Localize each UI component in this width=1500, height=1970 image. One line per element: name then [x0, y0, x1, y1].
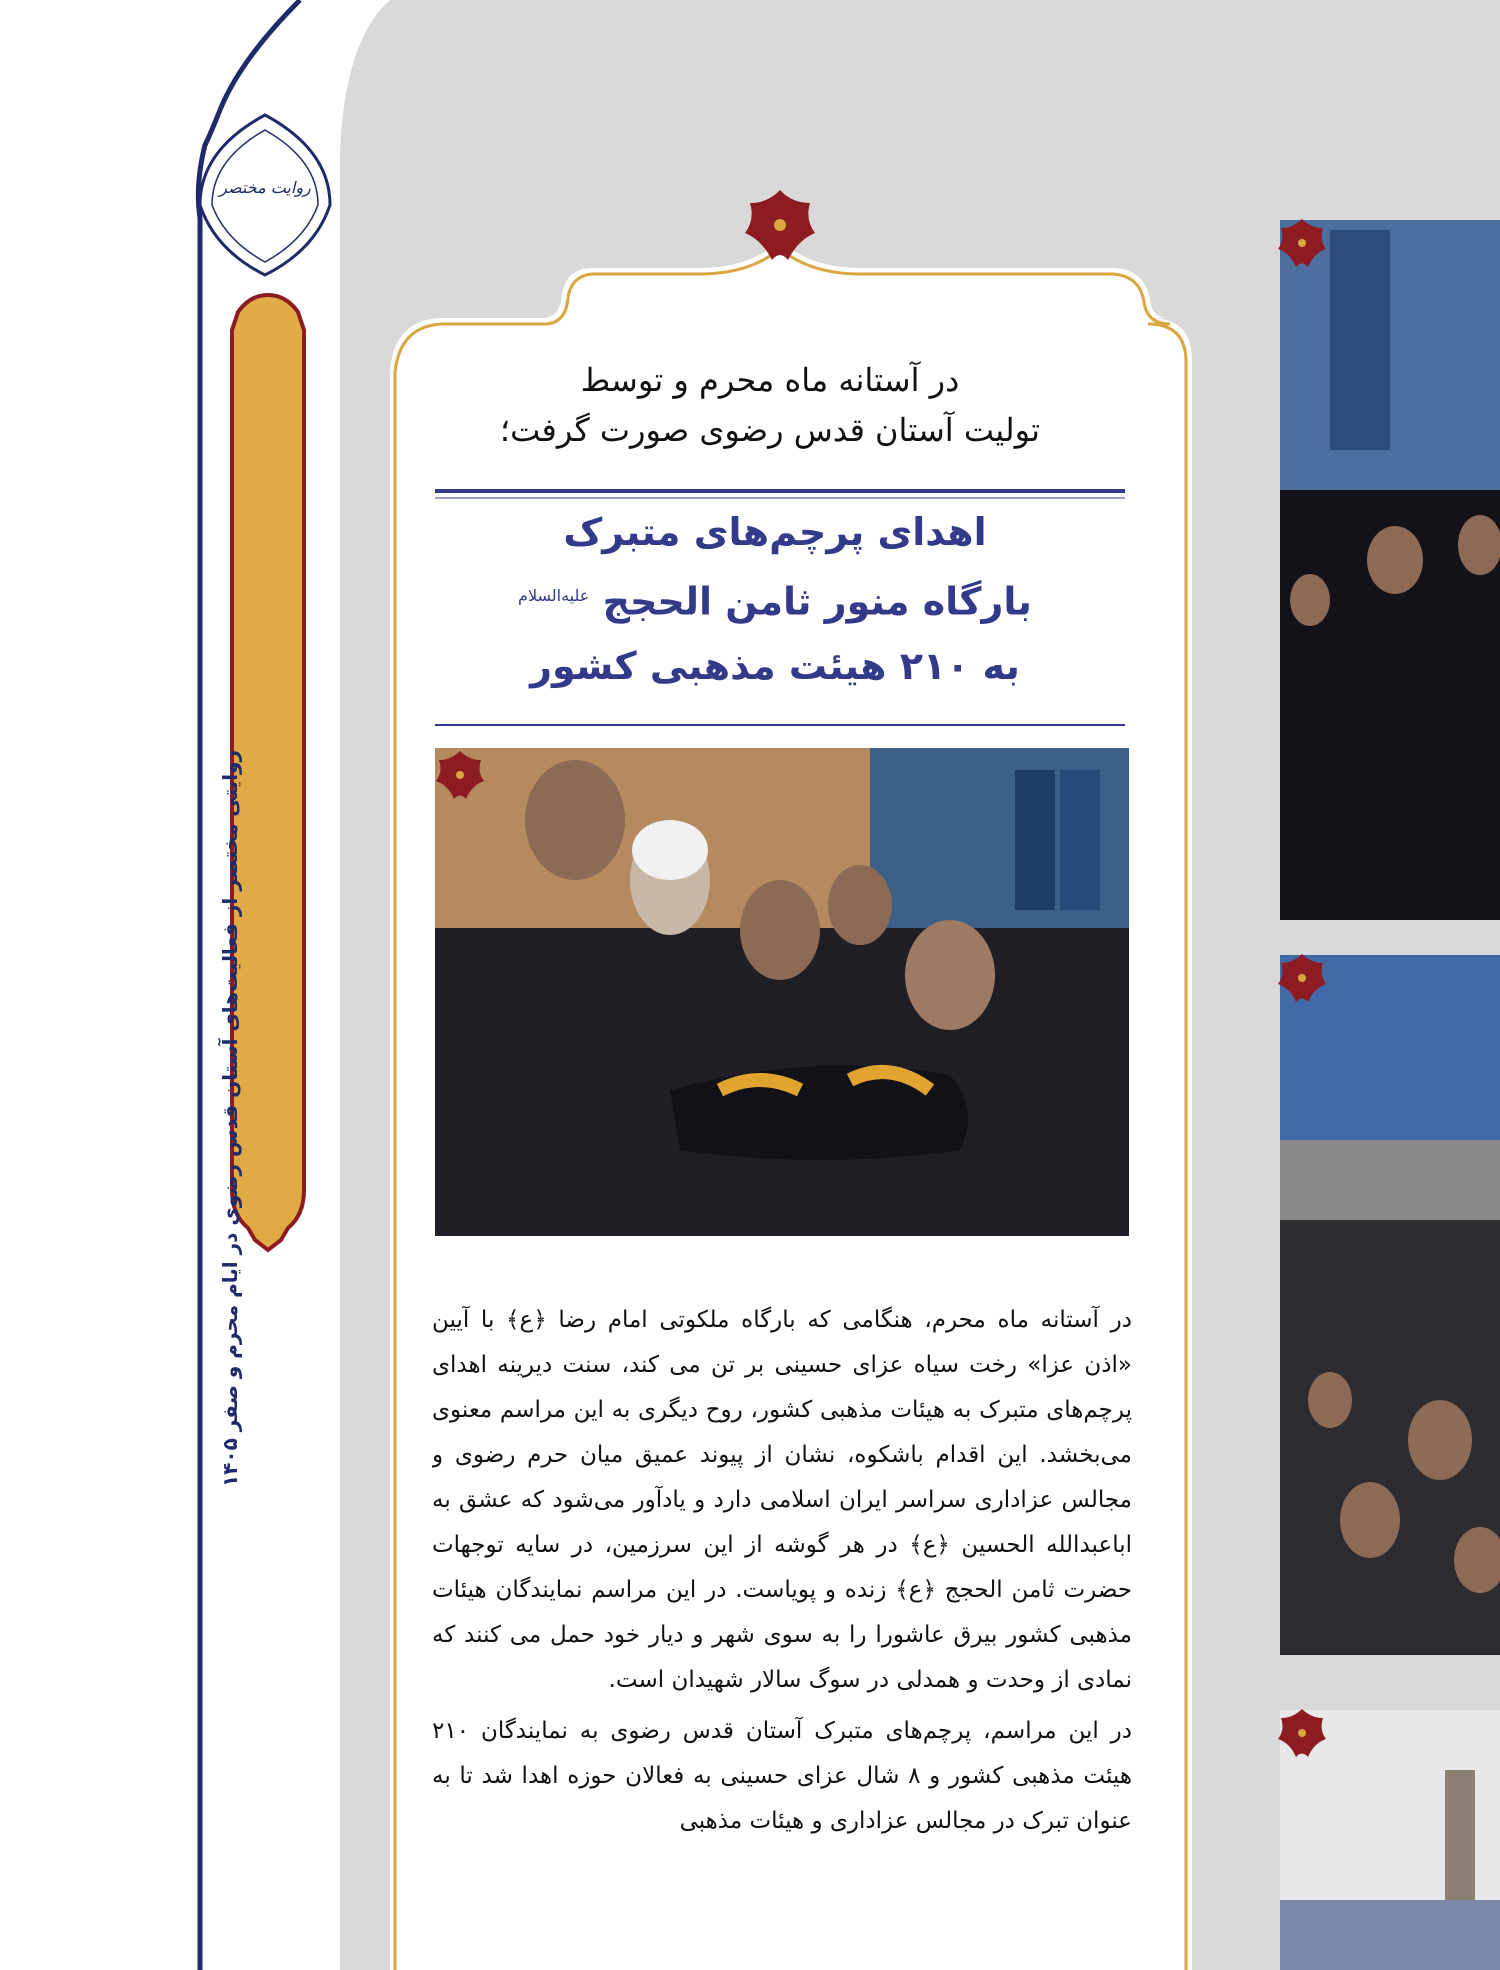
- ribbon-text: روایتی مختصر از فعالیت‌های آستان قدس رضوی در ایام محرم و صفر ۱۴۰۵: [218, 750, 242, 1488]
- title-line-2-text: بارگاه منور ثامن الحجج: [602, 579, 1032, 624]
- article-body: [432, 1298, 1132, 1970]
- title-line-3: به ۲۱۰ هیئت مذهبی کشور: [530, 643, 1020, 688]
- pre-title: [420, 355, 1120, 455]
- title-line-2: [430, 564, 1120, 634]
- paragraph-2: در این مراسم، پرچم‌های متبرک آستان قدس رضوی به نمایندگان ۲۱۰ هیئت مذهبی کشور و ۸ شال عزای حسینی به فعالان حوزه اهدا شد تا به عنوان تبرک در مجالس عزاداری و هیئات مذهبی: [432, 1718, 1132, 1834]
- right-photo-2: [1280, 955, 1500, 1655]
- pre-title-line-1: در آستانه ماه محرم و توسط: [580, 361, 960, 399]
- main-photo: [435, 748, 1129, 1236]
- pre-title-line-2: تولیت آستان قدس رضوی صورت گرفت؛: [499, 411, 1041, 449]
- title-line-1: اهدای پرچم‌های متبرک: [563, 510, 987, 554]
- main-title: [430, 500, 1120, 698]
- right-photo-3: [1280, 1710, 1500, 1970]
- honorific-mark: علیه‌السلام: [518, 586, 590, 605]
- logo-text: روایت مختصر: [219, 178, 311, 197]
- paragraph-1: در آستانه ماه محرم، هنگامی که بارگاه ملکوتی امام رضا ﴿ع﴾ با آیین «اذن عزا» رخت سیاه عزای حسینی بر تن می کند، سنت دیرینه اهدای پرچم‌های متبرک به هیئات مذهبی کشور، روح دیگری به این مراسم معنوی می‌بخشد. این اقدام باشکوه، نشان از پیوند عمیق میان حرم رضوی و مجالس عزاداری سراسر ایران اسلامی دارد و یادآور می‌شود که عشق به اباعبدالله الحسین ﴿ع﴾ در هر گوشه از این سرزمین، در سایه توجهات حضرت ثامن الحجج ﴿ع﴾ زنده و پویاست. در این مراسم نمایندگان هیئات مذهبی کشور بیرق عاشورا را به سوی شهر و دیار خود حمل می کنند که نمادی از وحدت و همدلی در سوگ سالار شهیدان است.: [432, 1307, 1132, 1693]
- right-photo-1: [1280, 220, 1500, 920]
